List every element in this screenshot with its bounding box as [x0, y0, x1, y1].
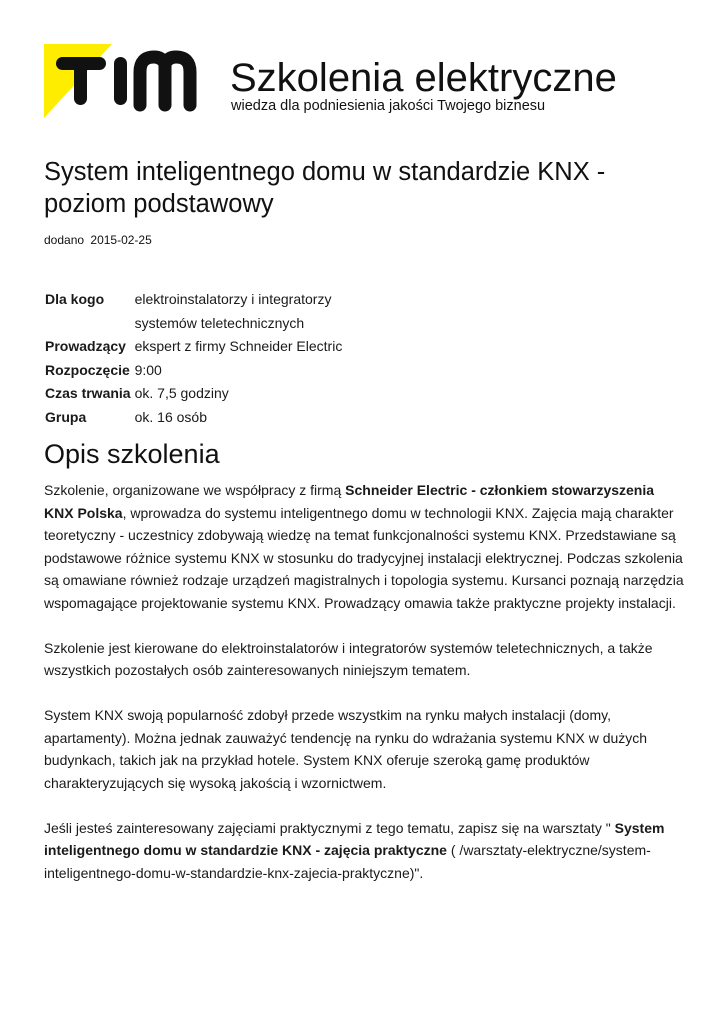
details-value: ok. 16 osób — [134, 408, 207, 425]
details-value: 9:00 — [134, 361, 162, 378]
description-body — [44, 479, 686, 907]
details-label: Dla kogo — [45, 291, 105, 307]
paragraph — [44, 479, 686, 614]
details-label: Prowadzący — [45, 338, 126, 354]
partner-name: Schneider Electric - członkiem stowarzyszenia KNX Polska — [44, 482, 655, 521]
paragraph-text: Szkolenie, organizowane we współpracy z firmą — [44, 482, 346, 498]
details-label: Rozpoczęcie — [45, 361, 130, 378]
workshop-link[interactable]: System inteligentnego domu w standardzie KNX - zajęcia praktyczne — [44, 819, 665, 858]
paragraph-text: Jeśli jesteś zainteresowany zajęciami praktycznymi z tego tematu, zapisz się na warsztaty " — [44, 819, 615, 836]
date-added-value: 2015-02-25 — [90, 233, 152, 247]
section-title: Opis szkolenia — [44, 439, 220, 469]
paragraph — [44, 817, 686, 885]
details-row — [43, 359, 363, 383]
date-added — [44, 233, 152, 247]
site-title[interactable]: Szkolenia elektryczne — [230, 56, 617, 100]
details-row — [43, 335, 363, 359]
workshop-link-url: ( /warsztaty-elektryczne/system-inteligentnego-domu-w-standardzie-knx-zajecia-praktyczne)". — [44, 842, 651, 881]
logo-letter-t-stem — [74, 57, 87, 105]
details-row — [43, 288, 363, 335]
tim-logo[interactable] — [44, 44, 200, 118]
details-value: elektroinstalatorzy i integratorzy systemów teletechnicznych — [134, 291, 332, 331]
logo-letter-i — [114, 57, 127, 105]
training-details-table — [43, 288, 363, 429]
site-tagline: wiedza dla podniesienia jakości Twojego biznesu — [231, 98, 546, 114]
article-title: System inteligentnego domu w standardzie KNX - poziom podstawowy — [44, 158, 606, 218]
details-label: Czas trwania — [45, 385, 131, 401]
site-header — [44, 44, 684, 124]
paragraph: Szkolenie jest kierowane do elektroinstalatorów i integratorów systemów teletechnicznych, a także wszystkich pozostałych osób zainteresowanych niniejszym tematem. — [44, 639, 653, 678]
details-label: Grupa — [45, 408, 87, 425]
details-value: ekspert z firmy Schneider Electric — [134, 338, 343, 354]
paragraph: System KNX swoją popularność zdobył przede wszystkim na rynku małych instalacji (domy, apartamenty). Można jednak zauważyć tendencję na rynku do wdrażania systemu KNX w dużych budynkach, takich jak na przykład hotele. System KNX oferuje szeroką gamę produktów charakteryzujących się wysoką jakością i wzornictwem. — [44, 707, 648, 791]
details-row — [43, 382, 363, 406]
paragraph-text: , wprowadza do systemu inteligentnego domu w technologii KNX. Zajęcia mają charakter teoretyczny - uczestnicy zdobywają wiedzę na temat funkcjonalności systemu KNX. Przedstawiane są podstawowe różnice systemu KNX w stosunku do tradycyjnej instalacji elektrycznej. Podczas szkolenia są omawiane również rodzaje urządzeń magistralnych i topologia systemu. Kursanci poznają narzędzia wspomagające projektowanie systemu KNX. Prowadzący omawia także praktyczne projekty instalacji. — [44, 504, 684, 611]
details-row — [43, 406, 363, 430]
details-value: ok. 7,5 godziny — [134, 385, 229, 401]
date-added-label: dodano — [44, 233, 85, 247]
